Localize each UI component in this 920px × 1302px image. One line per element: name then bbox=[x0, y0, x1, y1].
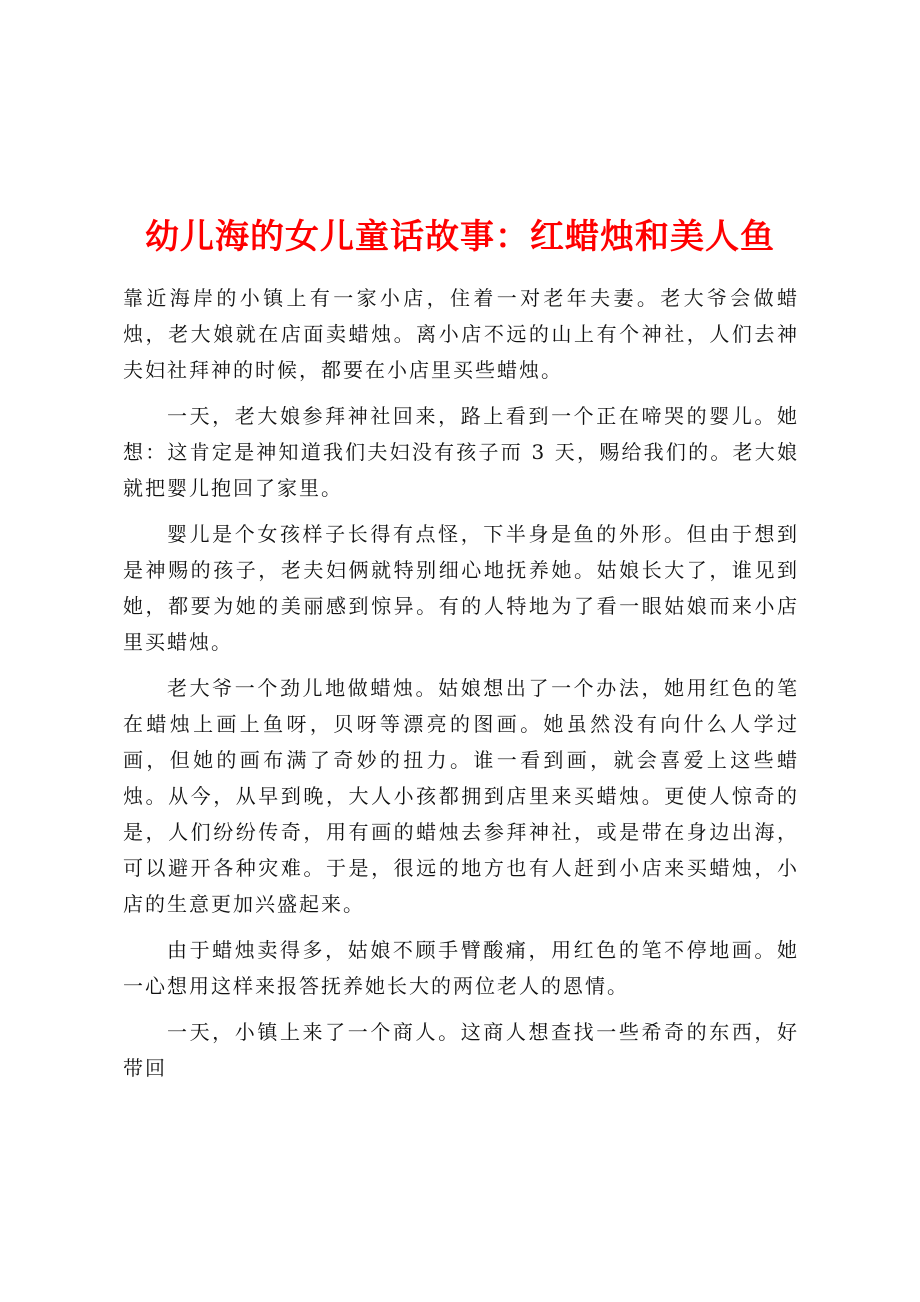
paragraph-2: 一天，老大娘参拜神社回来，路上看到一个正在啼哭的婴儿。她想：这肯定是神知道我们夫妇没有孩子而 3 天，赐给我们的。老大娘就把婴儿抱回了家里。 bbox=[123, 404, 799, 500]
paragraph-5: 由于蜡烛卖得多，姑娘不顾手臂酸痛，用红色的笔不停地画。她一心想用这样来报答抚养她长大的两位老人的恩情。 bbox=[123, 938, 799, 998]
paragraph-3: 婴儿是个女孩样子长得有点怪，下半身是鱼的外形。但由于想到是神赐的孩子，老夫妇俩就特别细心地抚养她。姑娘长大了，谁见到她，都要为她的美丽感到惊异。有的人特地为了看一眼姑娘而来小店里买蜡烛。 bbox=[123, 522, 799, 654]
paragraph-1: 靠近海岸的小镇上有一家小店，住着一对老年夫妻。老大爷会做蜡烛，老大娘就在店面卖蜡烛。离小店不远的山上有个神社，人们去神夫妇社拜神的时候，都要在小店里买些蜡烛。 bbox=[123, 286, 799, 382]
paragraph-4: 老大爷一个劲儿地做蜡烛。姑娘想出了一个办法，她用红色的笔在蜡烛上画上鱼呀，贝呀等漂亮的图画。她虽然没有向什么人学过画，但她的画布满了奇妙的扭力。谁一看到画，就会喜爱上这些蜡烛。从今，从早到晚，大人小孩都拥到店里来买蜡烛。更使人惊奇的是，人们纷纷传奇，用有画的蜡烛去参拜神社，或是带在身边出海，可以避开各种灾难。于是，很远的地方也有人赶到小店来买蜡烛，小店的生意更加兴盛起来。 bbox=[123, 676, 799, 916]
page-title: 幼儿海的女儿童话故事：红蜡烛和美人鱼 bbox=[145, 216, 775, 257]
article-body bbox=[123, 280, 799, 1096]
paragraph-6: 一天，小镇上来了一个商人。这商人想查找一些希奇的东西，好带回 bbox=[123, 1020, 799, 1080]
